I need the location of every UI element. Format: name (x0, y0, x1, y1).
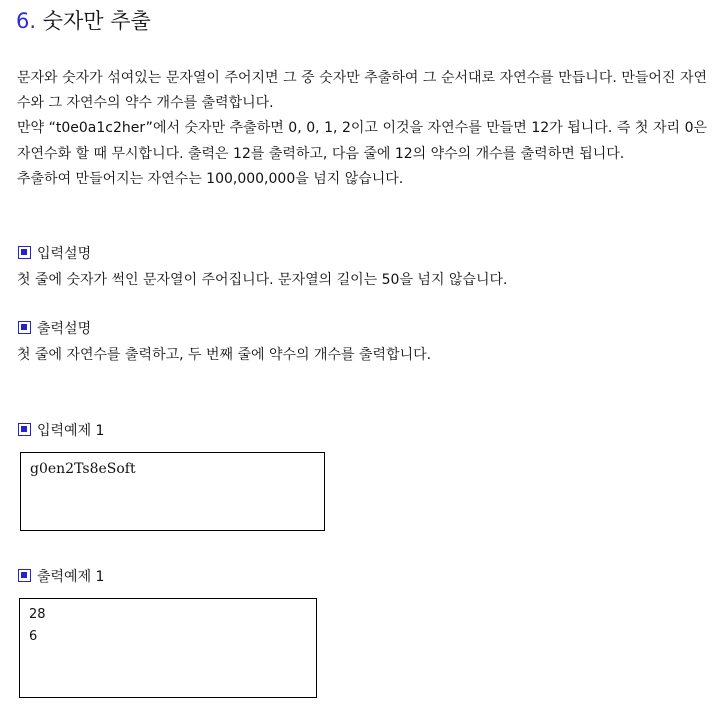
input-spec-heading-label: 입력설명 (37, 246, 92, 262)
input-spec-heading (18, 244, 91, 264)
problem-title (16, 6, 151, 36)
output-spec-text: 첫 줄에 자연수를 출력하고, 두 번째 줄에 약수의 개수를 출력합니다. (17, 347, 432, 363)
square-bullet-icon (18, 246, 31, 259)
output-example-line: 28 (29, 607, 46, 622)
input-example-box (20, 452, 325, 531)
output-spec-heading (18, 319, 91, 339)
input-spec-text: 첫 줄에 숫자가 썩인 문자열이 주어집니다. 문자열의 길이는 50을 넘지 않습니다. (17, 272, 508, 288)
output-example-heading (18, 567, 104, 587)
square-bullet-icon (18, 321, 31, 334)
description-paragraph: 추출하여 만들어지는 자연수는 100,000,000을 넘지 않습니다. (17, 170, 404, 187)
output-spec-heading-label: 출력설명 (37, 321, 92, 337)
output-example-line: 6 (29, 629, 38, 644)
input-example-heading-label: 입력예제 1 (37, 423, 105, 439)
description-paragraph: 만약 “t0e0a1c2her”에서 숫자만 추출하면 0, 0, 1, 2이고 이것을 자연수를 만들면 12가 됩니다. 즉 첫 자리 0은 자연수화 할 때 무시합니다. 출력은 12를 출력하고, 다음 줄에 12의 약수의 개수를 출력하면 됩니다. (17, 120, 707, 162)
problem-title-text: 숫자만 추출 (42, 9, 151, 33)
input-example-heading (18, 421, 104, 441)
output-example-box (19, 598, 317, 698)
description-paragraph: 문자와 숫자가 섞여있는 문자열이 주어지면 그 중 숫자만 추출하여 그 순서대로 자연수를 만듭니다. 만들어진 자연수와 그 자연수의 약수 개수를 출력합니다. (17, 70, 707, 112)
square-bullet-icon (18, 569, 31, 582)
problem-description (17, 66, 707, 192)
problem-number: 6. (16, 9, 37, 33)
input-example-line: g0en2Ts8eSoft (30, 461, 136, 477)
square-bullet-icon (18, 423, 31, 436)
output-example-heading-label: 출력예제 1 (37, 569, 105, 585)
